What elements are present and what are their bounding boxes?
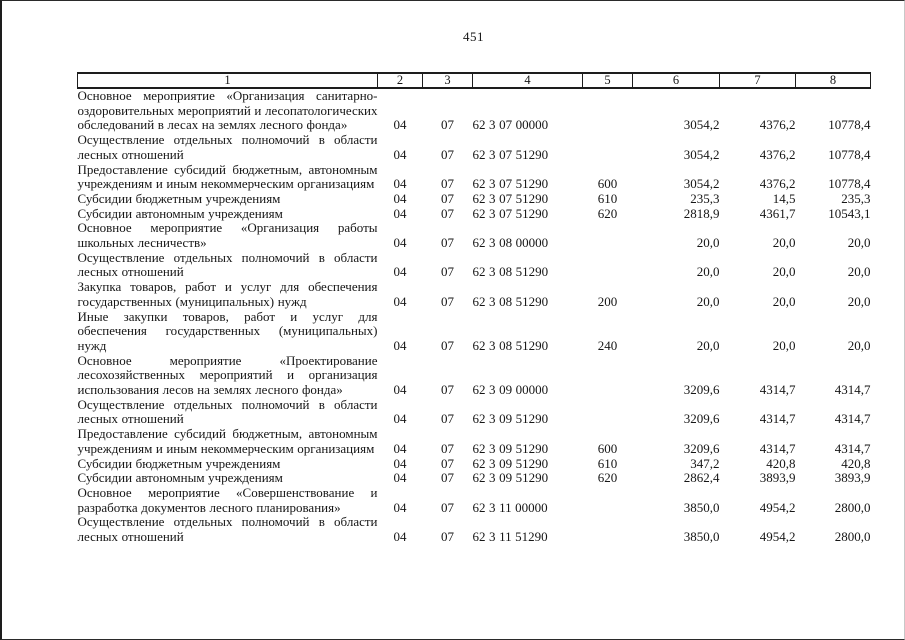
row-value-col3: 07	[441, 205, 454, 221]
row-value-col7: 4314,7	[759, 382, 796, 398]
row-value-col2: 04	[393, 499, 407, 515]
row-value-col3: 07	[441, 455, 454, 471]
row-value-col8: 2800,0	[834, 529, 871, 545]
row-value-col6: 3054,2	[683, 117, 720, 133]
table-row	[78, 398, 871, 427]
header-cell-2: 2	[378, 73, 423, 88]
budget-table	[77, 72, 871, 545]
row-value-col5	[583, 398, 633, 427]
header-cell-5: 5	[583, 73, 633, 88]
row-value-col2: 04	[393, 470, 407, 486]
row-value-col4: 62 3 08 51290	[472, 337, 549, 353]
table-row	[78, 457, 871, 472]
header-cell-1: 1	[78, 73, 378, 88]
row-value-col2: 04	[393, 337, 407, 353]
table-row	[78, 486, 871, 515]
row-description: Иные закупки товаров, работ и услуг для обеспечения государственных (муниципальных) нужд	[77, 308, 378, 353]
row-value-col3: 07	[441, 235, 454, 251]
row-value-col6: 20,0	[696, 293, 720, 309]
row-value-col8: 20,0	[847, 293, 871, 309]
row-value-col4: 62 3 08 51290	[472, 264, 549, 280]
row-value-col4: 62 3 09 51290	[472, 411, 549, 427]
row-value-col6: 2818,9	[683, 205, 720, 221]
row-value-col2: 04	[393, 176, 407, 192]
row-value-col2: 04	[393, 146, 407, 162]
row-value-col2: 04	[393, 264, 407, 280]
row-description: Субсидии бюджетным учреждениям	[77, 190, 281, 206]
table-row	[78, 207, 871, 222]
row-value-col7: 20,0	[772, 264, 796, 280]
row-value-col7: 420,8	[766, 455, 796, 471]
row-value-col3: 07	[441, 117, 454, 133]
page-number: 451	[463, 29, 484, 44]
row-value-col2: 04	[393, 235, 407, 251]
row-value-col6: 2862,4	[683, 470, 720, 486]
row-value-col8: 3893,9	[834, 470, 871, 486]
row-value-col4: 62 3 07 00000	[472, 117, 549, 133]
row-value-col5	[583, 486, 633, 515]
row-value-col6: 3209,6	[683, 411, 720, 427]
row-value-col3: 07	[441, 176, 454, 192]
row-value-col8: 10543,1	[828, 205, 871, 221]
row-value-col2: 04	[393, 117, 407, 133]
row-description: Субсидии бюджетным учреждениям	[77, 455, 281, 471]
row-value-col6: 347,2	[690, 455, 720, 471]
row-value-col3: 07	[441, 293, 454, 309]
row-value-col7: 20,0	[772, 293, 796, 309]
row-description: Субсидии автономным учреждениям	[77, 470, 283, 486]
row-description: Осуществление отдельных полномочий в области лесных отношений	[77, 514, 378, 545]
row-description: Осуществление отдельных полномочий в области лесных отношений	[77, 396, 378, 427]
row-value-col6: 20,0	[696, 264, 720, 280]
row-value-col3: 07	[441, 470, 454, 486]
row-value-col5: 200	[597, 293, 618, 309]
row-value-col2: 04	[393, 455, 407, 471]
row-value-col7: 20,0	[772, 235, 796, 251]
row-value-col8: 10778,4	[828, 117, 871, 133]
table-header-row	[78, 73, 871, 88]
row-value-col3: 07	[441, 529, 454, 545]
row-value-col6: 3054,2	[683, 146, 720, 162]
row-value-col3: 07	[441, 440, 454, 456]
header-cell-4: 4	[473, 73, 583, 88]
row-value-col6: 3209,6	[683, 382, 720, 398]
row-description: Осуществление отдельных полномочий в области лесных отношений	[77, 249, 378, 280]
table-row	[78, 163, 871, 192]
row-value-col7: 4954,2	[759, 499, 796, 515]
table-row	[78, 515, 871, 544]
header-cell-7: 7	[720, 73, 796, 88]
table-row	[78, 427, 871, 456]
table-row	[78, 280, 871, 309]
row-description: Основное мероприятие «Организация работы школьных лесничеств»	[77, 220, 378, 251]
table-row	[78, 251, 871, 280]
table-row	[78, 133, 871, 162]
table-row	[78, 310, 871, 354]
row-value-col6: 20,0	[696, 337, 720, 353]
row-value-col7: 4376,2	[759, 146, 796, 162]
row-value-col5	[583, 515, 633, 544]
row-description: Основное мероприятие «Проектирование лесохозяйственных мероприятий и организация использования лесов на землях лесного фонда»	[77, 352, 378, 398]
table-row	[78, 88, 871, 133]
row-value-col3: 07	[441, 190, 454, 206]
row-value-col5: 240	[597, 337, 618, 353]
row-value-col4: 62 3 08 00000	[472, 235, 549, 251]
table-row	[78, 192, 871, 207]
row-value-col4: 62 3 09 51290	[472, 470, 549, 486]
row-value-col8: 10778,4	[828, 176, 871, 192]
table-row	[78, 221, 871, 250]
row-value-col7: 14,5	[772, 190, 796, 206]
row-value-col8: 4314,7	[834, 382, 871, 398]
row-description: Субсидии автономным учреждениям	[77, 205, 283, 221]
row-value-col4: 62 3 11 51290	[472, 529, 548, 545]
row-value-col2: 04	[393, 529, 407, 545]
row-value-col8: 420,8	[841, 455, 871, 471]
row-value-col5	[583, 221, 633, 250]
table-row	[78, 471, 871, 486]
row-value-col6: 20,0	[696, 235, 720, 251]
header-cell-3: 3	[423, 73, 473, 88]
row-value-col2: 04	[393, 440, 407, 456]
row-value-col7: 3893,9	[759, 470, 796, 486]
row-value-col4: 62 3 07 51290	[472, 190, 549, 206]
row-value-col8: 20,0	[847, 235, 871, 251]
row-value-col7: 4361,7	[759, 205, 796, 221]
row-value-col6: 3850,0	[683, 499, 720, 515]
row-value-col5: 620	[597, 470, 618, 486]
row-value-col4: 62 3 11 00000	[472, 499, 548, 515]
row-value-col4: 62 3 07 51290	[472, 176, 549, 192]
table-body	[78, 88, 871, 545]
row-value-col3: 07	[441, 382, 454, 398]
row-value-col3: 07	[441, 499, 454, 515]
row-value-col2: 04	[393, 382, 407, 398]
row-description: Основное мероприятие «Совершенствование и разработка документов лесного планирования»	[77, 484, 378, 515]
row-value-col2: 04	[393, 205, 407, 221]
row-value-col4: 62 3 09 51290	[472, 455, 549, 471]
header-cell-8: 8	[796, 73, 871, 88]
row-value-col7: 4314,7	[759, 411, 796, 427]
row-value-col5: 610	[597, 455, 618, 471]
row-value-col6: 3850,0	[683, 529, 720, 545]
row-value-col6: 235,3	[690, 190, 720, 206]
row-value-col8: 235,3	[841, 190, 871, 206]
row-value-col2: 04	[393, 293, 407, 309]
row-value-col4: 62 3 08 51290	[472, 293, 549, 309]
row-description: Осуществление отдельных полномочий в области лесных отношений	[77, 132, 378, 162]
row-value-col3: 07	[441, 264, 454, 280]
row-description: Предоставление субсидий бюджетным, автономным учреждениям и иным некоммерческим организациям	[77, 161, 378, 192]
row-value-col4: 62 3 09 51290	[472, 440, 549, 456]
row-value-col3: 07	[441, 411, 454, 427]
row-value-col4: 62 3 07 51290	[472, 205, 549, 221]
row-value-col7: 4376,2	[759, 117, 796, 133]
row-value-col8: 2800,0	[834, 499, 871, 515]
row-value-col5: 620	[597, 205, 618, 221]
header-cell-6: 6	[633, 73, 720, 88]
row-description: Закупка товаров, работ и услуг для обеспечения государственных (муниципальных) нужд	[77, 279, 378, 309]
row-value-col7: 20,0	[772, 337, 796, 353]
row-value-col5: 600	[597, 440, 618, 456]
row-value-col3: 07	[441, 146, 454, 162]
row-value-col4: 62 3 09 00000	[472, 382, 549, 398]
row-description: Предоставление субсидий бюджетным, автономным учреждениям и иным некоммерческим организациям	[77, 426, 378, 456]
row-value-col6: 3054,2	[683, 176, 720, 192]
row-value-col5	[583, 354, 633, 398]
row-value-col5	[583, 88, 633, 133]
row-value-col8: 4314,7	[834, 411, 871, 427]
row-value-col5: 600	[597, 176, 618, 192]
row-value-col7: 4376,2	[759, 176, 796, 192]
row-value-col2: 04	[393, 411, 407, 427]
row-value-col8: 20,0	[847, 264, 871, 280]
row-value-col8: 10778,4	[828, 146, 871, 162]
table-row	[78, 354, 871, 398]
row-value-col4: 62 3 07 51290	[472, 146, 549, 162]
row-value-col6: 3209,6	[683, 440, 720, 456]
row-value-col5: 610	[597, 190, 618, 206]
row-value-col7: 4314,7	[759, 440, 796, 456]
row-description: Основное мероприятие «Организация санитарно-оздоровительных мероприятий и лесопатологических обследований в лесах на землях лесного фонда»	[77, 88, 378, 133]
row-value-col8: 4314,7	[834, 440, 871, 456]
row-value-col3: 07	[441, 337, 454, 353]
row-value-col7: 4954,2	[759, 529, 796, 545]
row-value-col5	[583, 133, 633, 162]
row-value-col5	[583, 251, 633, 280]
row-value-col2: 04	[393, 190, 407, 206]
row-value-col8: 20,0	[847, 337, 871, 353]
